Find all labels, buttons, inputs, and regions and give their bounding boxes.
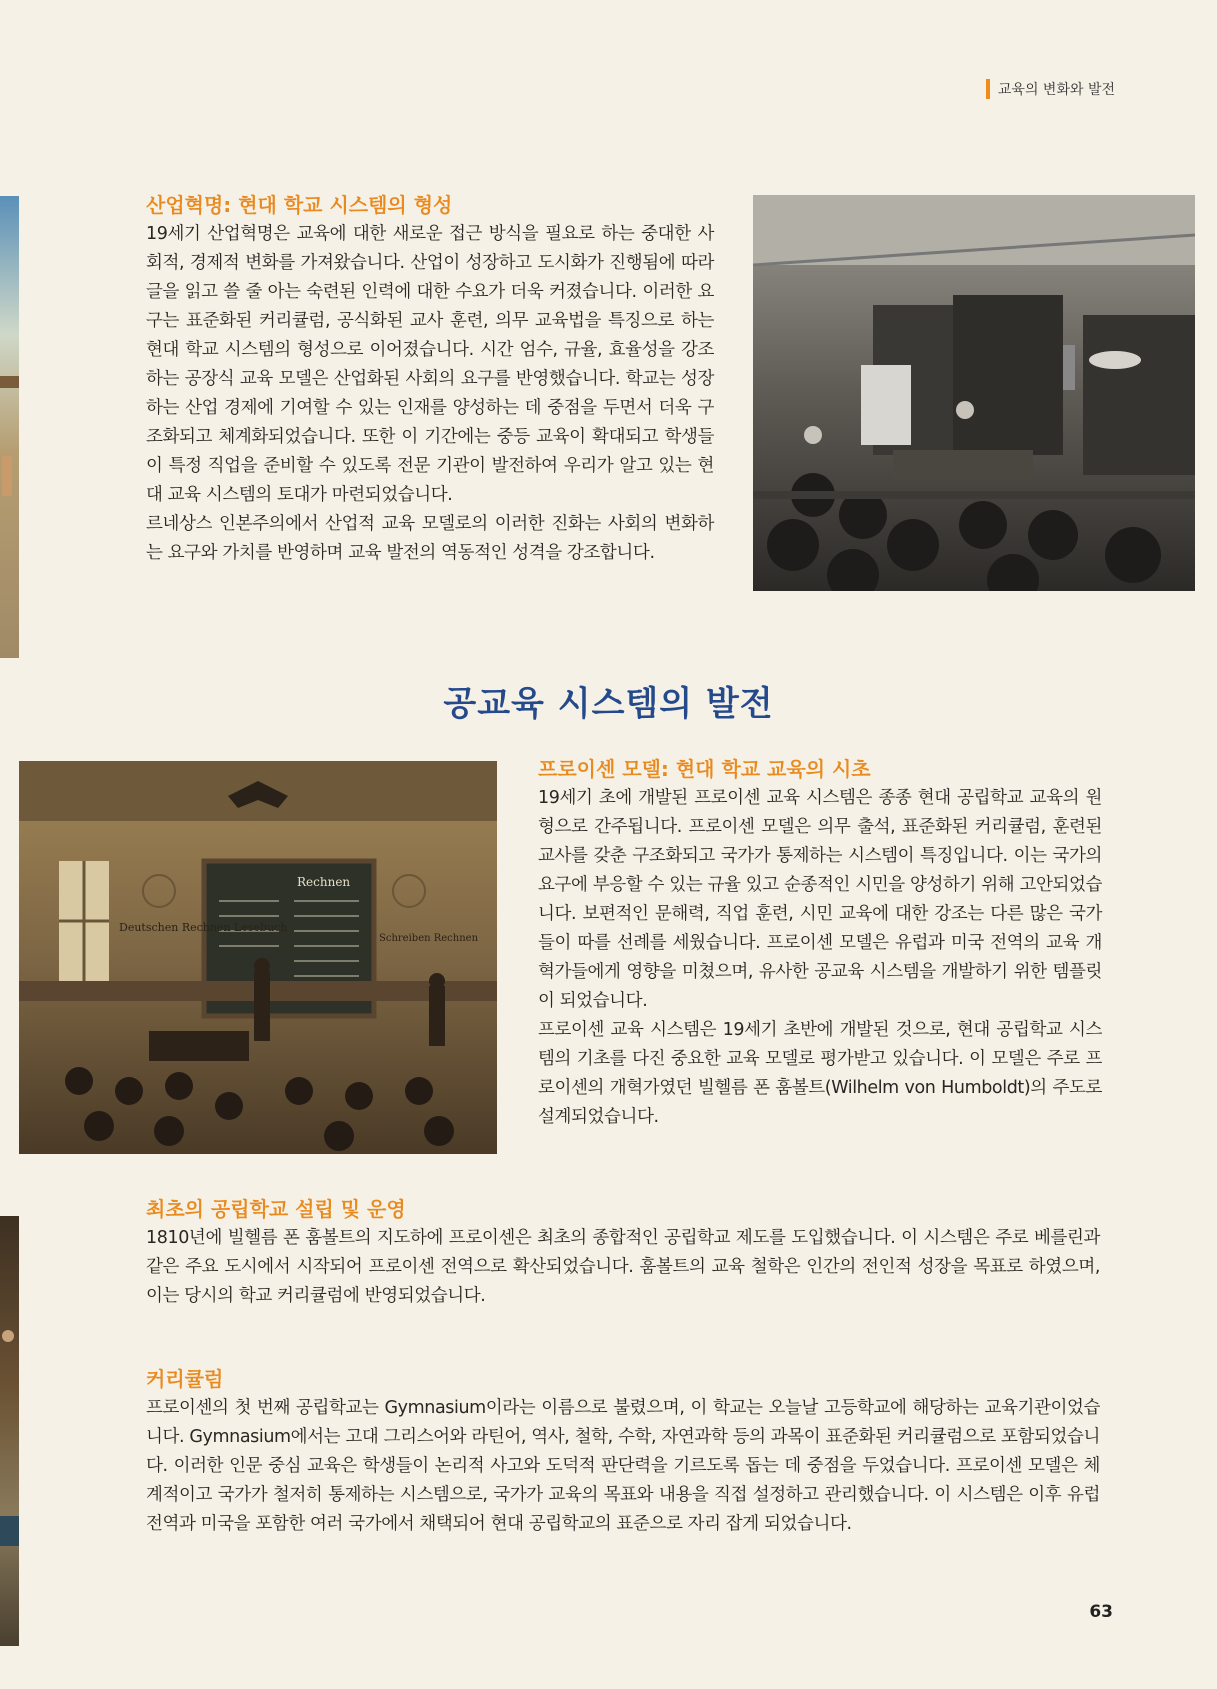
section-curriculum — [146, 1366, 1100, 1539]
left-wall-sign: Deutschen Rechnen Lesebuch — [119, 921, 288, 934]
page-number: 63 — [1089, 1602, 1113, 1622]
historic-classroom-photo — [753, 195, 1195, 591]
main-section-title: 공교육 시스템의 발전 — [443, 684, 774, 724]
section3-paragraph: 1810년에 빌헬름 폰 훔볼트의 지도하에 프로이센은 최초의 종합적인 공립학교 제도를 도입했습니다. 이 시스템은 주로 베를린과 같은 주요 도시에서 시작되어 프로이센 전역으로 확산되었습니다. 훔볼트의 교육 철학은 인간의 전인적 성장을 목표로 하였으며, 이는 당시의 학교 커리큘럼에 반영되었습니다. — [146, 1228, 1100, 1306]
section3-heading: 최초의 공립학교 설립 및 운영 — [146, 1197, 406, 1221]
section-first-public-school — [146, 1196, 1100, 1311]
section1-paragraph-2: 르네상스 인본주의에서 산업적 교육 모델로의 이러한 진화는 사회의 변화하는 요구와 가치를 반영하며 교육 발전의 역동적인 성격을 강조합니다. — [146, 514, 714, 563]
section-prussian-model — [538, 756, 1102, 1132]
section2-heading: 프로이센 모델: 현대 학교 교육의 시초 — [538, 757, 871, 781]
section2-paragraph-2: 프로이센 교육 시스템은 19세기 초반에 개발된 것으로, 현대 공립학교 시스템의 기초를 다진 중요한 교육 모델로 평가받고 있습니다. 이 모델은 주로 프로이센의 개혁가였던 빌헬름 폰 훔볼트(Wilhelm von Humboldt)의 주도로 설계되었습니다. — [538, 1020, 1102, 1127]
section-industrial-revolution — [146, 192, 714, 568]
section2-paragraph-1: 19세기 초에 개발된 프로이센 교육 시스템은 종종 현대 공립학교 교육의 원형으로 간주됩니다. 프로이센 모델은 의무 출석, 표준화된 커리큘럼, 훈련된 교사를 갖춘 구조화되고 국가가 통제하는 시스템이 특징입니다. 이는 국가의 요구에 부응할 수 있는 규율 있고 순종적인 시민을 양성하기 위해 고안되었습니다. 보편적인 문해력, 직업 훈련, 시민 교육에 대한 강조는 다른 많은 국가들이 따를 선례를 세웠습니다. 프로이센 모델은 유럽과 미국 전역의 교육 개혁가들에게 영향을 미쳤으며, 유사한 공교육 시스템을 개발하기 위한 템플릿이 되었습니다. — [538, 788, 1102, 1011]
left-edge-image-bottom — [0, 1216, 19, 1646]
header-accent-bar — [986, 79, 990, 99]
chalkboard-title: Rechnen — [297, 875, 351, 889]
prussian-classroom-illustration — [19, 761, 497, 1154]
section1-paragraph-1: 19세기 산업혁명은 교육에 대한 새로운 접근 방식을 필요로 하는 중대한 사회적, 경제적 변화를 가져왔습니다. 산업이 성장하고 도시화가 진행됨에 따라 글을 읽고 쓸 줄 아는 숙련된 인력에 대한 수요가 더욱 커졌습니다. 이러한 요구는 표준화된 커리큘럼, 공식화된 교사 훈련, 의무 교육법을 특징으로 하는 현대 학교 시스템의 형성으로 이어졌습니다. 시간 엄수, 규율, 효율성을 강조하는 공장식 교육 모델은 산업화된 사회의 요구를 반영했습니다. 학교는 성장하는 산업 경제에 기여할 수 있는 인재를 양성하는 데 중점을 두면서 더욱 구조화되고 체계화되었습니다. 또한 이 기간에는 중등 교육이 확대되고 학생들이 특정 직업을 준비할 수 있도록 전문 기관이 발전하여 우리가 알고 있는 현대 교육 시스템의 토대가 마련되었습니다. — [146, 224, 714, 505]
header-section-label: 교육의 변화와 발전 — [997, 82, 1115, 98]
left-edge-image-top — [0, 196, 19, 658]
right-wall-sign: Schreiben Rechnen — [379, 933, 479, 944]
section4-heading: 커리큘럼 — [146, 1367, 224, 1391]
running-header — [986, 78, 1115, 100]
section1-heading: 산업혁명: 현대 학교 시스템의 형성 — [146, 193, 453, 217]
section4-paragraph: 프로이센의 첫 번째 공립학교는 Gymnasium이라는 이름으로 불렸으며, 이 학교는 오늘날 고등학교에 해당하는 교육기관이었습니다. Gymnasium에서는 고대 그리스어와 라틴어, 역사, 철학, 수학, 자연과학 등의 과목이 표준화된 커리큘럼으로 포함되었습니다. 이러한 인문 중심 교육은 학생들이 논리적 사고와 도덕적 판단력을 기르도록 돕는 데 중점을 두었습니다. 프로이센 모델은 체계적이고 국가가 철저히 통제하는 시스템으로, 국가가 교육의 목표와 내용을 직접 설정하고 관리했습니다. 이 시스템은 이후 유럽 전역과 미국을 포함한 여러 국가에서 채택되어 현대 공립학교의 표준으로 자리 잡게 되었습니다. — [146, 1398, 1100, 1534]
